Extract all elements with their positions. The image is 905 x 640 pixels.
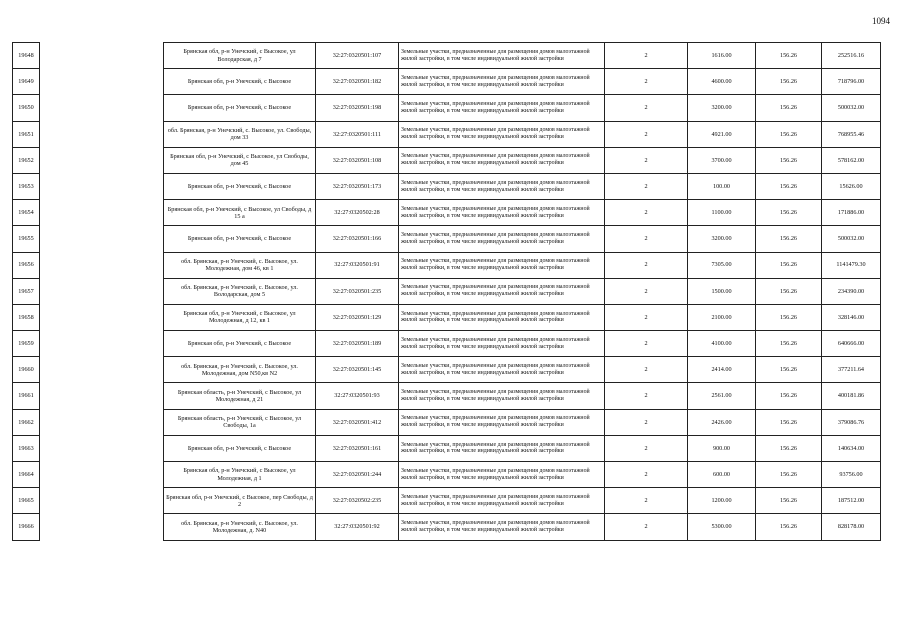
rate-cell: 156.26 [756, 435, 822, 461]
rate-cell: 156.26 [756, 331, 822, 357]
cadastral-number-cell: 32:27:0320501:189 [316, 331, 399, 357]
cadastral-number-cell: 32:27:0320501:92 [316, 514, 399, 540]
address-cell: Брянская обл, р-н Унечский, с Высокое [164, 69, 316, 95]
cadastral-value-cell: 768955.46 [822, 121, 881, 147]
land-use-cell: Земельные участки, предназначенные для размещения домов малоэтажной жилой застройки, в том числе индивидуальной жилой застройки [399, 147, 605, 173]
rate-cell: 156.26 [756, 43, 822, 69]
address-cell: Брянская обл, р-н Унечский, с Высокое [164, 226, 316, 252]
row-number: 19652 [13, 147, 40, 173]
cadastral-number-cell: 32:27:0320501:108 [316, 147, 399, 173]
area-cell: 4921.00 [688, 121, 756, 147]
empty-column [40, 95, 164, 121]
cadastral-value-cell: 328146.00 [822, 304, 881, 330]
land-use-cell: Земельные участки, предназначенные для размещения домов малоэтажной жилой застройки, в том числе индивидуальной жилой застройки [399, 488, 605, 514]
cadastral-number-cell: 32:27:0320502:28 [316, 200, 399, 226]
rate-cell: 156.26 [756, 69, 822, 95]
cadastral-number-cell: 32:27:0320501:129 [316, 304, 399, 330]
cadastral-number-cell: 32:27:0320501:145 [316, 357, 399, 383]
table-row [13, 200, 881, 226]
row-number: 19650 [13, 95, 40, 121]
rate-cell: 156.26 [756, 514, 822, 540]
land-use-cell: Земельные участки, предназначенные для размещения домов малоэтажной жилой застройки, в том числе индивидуальной жилой застройки [399, 331, 605, 357]
table-body [13, 43, 881, 541]
group-cell: 2 [605, 278, 688, 304]
land-use-cell: Земельные участки, предназначенные для размещения домов малоэтажной жилой застройки, в том числе индивидуальной жилой застройки [399, 462, 605, 488]
area-cell: 4600.00 [688, 69, 756, 95]
rate-cell: 156.26 [756, 95, 822, 121]
land-use-cell: Земельные участки, предназначенные для размещения домов малоэтажной жилой застройки, в том числе индивидуальной жилой застройки [399, 121, 605, 147]
area-cell: 5300.00 [688, 514, 756, 540]
cadastral-number-cell: 32:27:0320501:244 [316, 462, 399, 488]
address-cell: обл. Брянская, р-н Унечский, с. Высокое, ул. Молодежная, д. N40 [164, 514, 316, 540]
cadastral-number-cell: 32:27:0320501:161 [316, 435, 399, 461]
empty-column [40, 331, 164, 357]
cadastral-value-cell: 252516.16 [822, 43, 881, 69]
row-number: 19655 [13, 226, 40, 252]
land-use-cell: Земельные участки, предназначенные для размещения домов малоэтажной жилой застройки, в том числе индивидуальной жилой застройки [399, 226, 605, 252]
table-row [13, 488, 881, 514]
row-number: 19658 [13, 304, 40, 330]
land-use-cell: Земельные участки, предназначенные для размещения домов малоэтажной жилой застройки, в том числе индивидуальной жилой застройки [399, 69, 605, 95]
cadastral-value-cell: 93756.00 [822, 462, 881, 488]
rate-cell: 156.26 [756, 383, 822, 409]
area-cell: 2100.00 [688, 304, 756, 330]
table-row [13, 278, 881, 304]
cadastral-value-cell: 187512.00 [822, 488, 881, 514]
address-cell: Брянская обл, р-н Унечский, с Высокое, ул Молодежная, д 12, кв 1 [164, 304, 316, 330]
row-number: 19663 [13, 435, 40, 461]
group-cell: 2 [605, 121, 688, 147]
address-cell: обл. Брянская, р-н Унечский, с. Высокое, ул. Молодежная, дом 46, кв 1 [164, 252, 316, 278]
group-cell: 2 [605, 200, 688, 226]
empty-column [40, 226, 164, 252]
row-number: 19654 [13, 200, 40, 226]
cadastral-number-cell: 32:27:0320501:166 [316, 226, 399, 252]
cadastral-number-cell: 32:27:0320501:182 [316, 69, 399, 95]
table-row [13, 121, 881, 147]
rate-cell: 156.26 [756, 357, 822, 383]
empty-column [40, 147, 164, 173]
area-cell: 3700.00 [688, 147, 756, 173]
table-row [13, 226, 881, 252]
area-cell: 1500.00 [688, 278, 756, 304]
cadastral-value-cell: 718796.00 [822, 69, 881, 95]
table-row [13, 357, 881, 383]
table-row [13, 95, 881, 121]
area-cell: 3200.00 [688, 95, 756, 121]
area-cell: 2414.00 [688, 357, 756, 383]
address-cell: Брянская область, р-н Унечский, с Высокое, ул Молодежная, д 21 [164, 383, 316, 409]
land-use-cell: Земельные участки, предназначенные для размещения домов малоэтажной жилой застройки, в том числе индивидуальной жилой застройки [399, 357, 605, 383]
rate-cell: 156.26 [756, 462, 822, 488]
row-number: 19653 [13, 173, 40, 199]
cadastral-value-cell: 377211.64 [822, 357, 881, 383]
address-cell: Брянская обл, р-н Унечский, с Высокое [164, 95, 316, 121]
address-cell: Брянская обл, р-н Унечский, с Высокое [164, 435, 316, 461]
address-cell: Брянская обл, р-н Унечский, с Высокое, ул Свободы, д 15 а [164, 200, 316, 226]
row-number: 19656 [13, 252, 40, 278]
land-use-cell: Земельные участки, предназначенные для размещения домов малоэтажной жилой застройки, в том числе индивидуальной жилой застройки [399, 383, 605, 409]
empty-column [40, 43, 164, 69]
land-use-cell: Земельные участки, предназначенные для размещения домов малоэтажной жилой застройки, в том числе индивидуальной жилой застройки [399, 514, 605, 540]
rate-cell: 156.26 [756, 488, 822, 514]
group-cell: 2 [605, 409, 688, 435]
empty-column [40, 200, 164, 226]
area-cell: 100.00 [688, 173, 756, 199]
row-number: 19661 [13, 383, 40, 409]
empty-column [40, 357, 164, 383]
area-cell: 3200.00 [688, 226, 756, 252]
group-cell: 2 [605, 357, 688, 383]
empty-column [40, 252, 164, 278]
table-row [13, 462, 881, 488]
table-row [13, 173, 881, 199]
address-cell: обл. Брянская, р-н Унечский, с. Высокое, ул. Свободы, дом 33 [164, 121, 316, 147]
cadastral-value-cell: 379086.76 [822, 409, 881, 435]
empty-column [40, 173, 164, 199]
area-cell: 1100.00 [688, 200, 756, 226]
rate-cell: 156.26 [756, 200, 822, 226]
group-cell: 2 [605, 43, 688, 69]
cadastral-value-cell: 500032.00 [822, 226, 881, 252]
area-cell: 4100.00 [688, 331, 756, 357]
rate-cell: 156.26 [756, 147, 822, 173]
land-use-cell: Земельные участки, предназначенные для размещения домов малоэтажной жилой застройки, в том числе индивидуальной жилой застройки [399, 409, 605, 435]
group-cell: 2 [605, 226, 688, 252]
address-cell: Брянская область, р-н Унечский, с Высокое, ул Свободы, 1а [164, 409, 316, 435]
cadastral-number-cell: 32:27:0320501:91 [316, 252, 399, 278]
area-cell: 1616.00 [688, 43, 756, 69]
rate-cell: 156.26 [756, 226, 822, 252]
table-row [13, 331, 881, 357]
land-use-cell: Земельные участки, предназначенные для размещения домов малоэтажной жилой застройки, в том числе индивидуальной жилой застройки [399, 43, 605, 69]
group-cell: 2 [605, 331, 688, 357]
empty-column [40, 514, 164, 540]
address-cell: Брянская обл, р-н Унечский, с Высокое [164, 173, 316, 199]
empty-column [40, 488, 164, 514]
area-cell: 1200.00 [688, 488, 756, 514]
cadastral-number-cell: 32:27:0320501:107 [316, 43, 399, 69]
group-cell: 2 [605, 304, 688, 330]
table-row [13, 383, 881, 409]
row-number: 19649 [13, 69, 40, 95]
land-use-cell: Земельные участки, предназначенные для размещения домов малоэтажной жилой застройки, в том числе индивидуальной жилой застройки [399, 200, 605, 226]
table-row [13, 147, 881, 173]
cadastral-value-cell: 171886.00 [822, 200, 881, 226]
rate-cell: 156.26 [756, 121, 822, 147]
group-cell: 2 [605, 435, 688, 461]
land-use-cell: Земельные участки, предназначенные для размещения домов малоэтажной жилой застройки, в том числе индивидуальной жилой застройки [399, 435, 605, 461]
row-number: 19662 [13, 409, 40, 435]
table-row [13, 252, 881, 278]
group-cell: 2 [605, 173, 688, 199]
cadastral-value-cell: 828178.00 [822, 514, 881, 540]
cadastral-value-cell: 400181.86 [822, 383, 881, 409]
address-cell: Брянская обл, р-н Унечский, с Высокое, ул Молодежная, д 1 [164, 462, 316, 488]
empty-column [40, 409, 164, 435]
land-use-cell: Земельные участки, предназначенные для размещения домов малоэтажной жилой застройки, в том числе индивидуальной жилой застройки [399, 252, 605, 278]
table-row [13, 69, 881, 95]
table-row [13, 409, 881, 435]
empty-column [40, 69, 164, 95]
land-use-cell: Земельные участки, предназначенные для размещения домов малоэтажной жилой застройки, в том числе индивидуальной жилой застройки [399, 304, 605, 330]
area-cell: 600.00 [688, 462, 756, 488]
empty-column [40, 383, 164, 409]
row-number: 19651 [13, 121, 40, 147]
table-row [13, 435, 881, 461]
rate-cell: 156.26 [756, 304, 822, 330]
cadastral-value-cell: 15626.00 [822, 173, 881, 199]
area-cell: 900.00 [688, 435, 756, 461]
land-use-cell: Земельные участки, предназначенные для размещения домов малоэтажной жилой застройки, в том числе индивидуальной жилой застройки [399, 95, 605, 121]
cadastral-value-cell: 640666.00 [822, 331, 881, 357]
area-cell: 7305.00 [688, 252, 756, 278]
table-row [13, 304, 881, 330]
cadastral-value-cell: 1141479.30 [822, 252, 881, 278]
cadastral-value-table [12, 42, 881, 541]
group-cell: 2 [605, 252, 688, 278]
cadastral-number-cell: 32:27:0320501:412 [316, 409, 399, 435]
cadastral-number-cell: 32:27:0320501:111 [316, 121, 399, 147]
group-cell: 2 [605, 514, 688, 540]
group-cell: 2 [605, 462, 688, 488]
address-cell: обл. Брянская, р-н Унечский, с. Высокое, ул. Володарская, дом 5 [164, 278, 316, 304]
group-cell: 2 [605, 95, 688, 121]
rate-cell: 156.26 [756, 173, 822, 199]
row-number: 19648 [13, 43, 40, 69]
group-cell: 2 [605, 383, 688, 409]
empty-column [40, 435, 164, 461]
empty-column [40, 278, 164, 304]
area-cell: 2426.00 [688, 409, 756, 435]
rate-cell: 156.26 [756, 278, 822, 304]
rate-cell: 156.26 [756, 409, 822, 435]
address-cell: Брянская обл, р-н Унечский, с Высокое [164, 331, 316, 357]
address-cell: Брянская обл, р-н Унечский, с Высокое, пер Свободы, д 2 [164, 488, 316, 514]
table-row [13, 43, 881, 69]
row-number: 19657 [13, 278, 40, 304]
group-cell: 2 [605, 69, 688, 95]
row-number: 19666 [13, 514, 40, 540]
row-number: 19664 [13, 462, 40, 488]
row-number: 19660 [13, 357, 40, 383]
table-row [13, 514, 881, 540]
cadastral-value-cell: 234390.00 [822, 278, 881, 304]
empty-column [40, 304, 164, 330]
address-cell: обл. Брянская, р-н Унечский, с. Высокое, ул. Молодежная, дом N50,кв N2 [164, 357, 316, 383]
cadastral-value-cell: 140634.00 [822, 435, 881, 461]
cadastral-number-cell: 32:27:0320501:93 [316, 383, 399, 409]
area-cell: 2561.00 [688, 383, 756, 409]
address-cell: Брянская обл, р-н Унечский, с Высокое, ул Володарская, д 7 [164, 43, 316, 69]
cadastral-number-cell: 32:27:0320501:235 [316, 278, 399, 304]
cadastral-number-cell: 32:27:0320502:235 [316, 488, 399, 514]
empty-column [40, 121, 164, 147]
row-number: 19665 [13, 488, 40, 514]
cadastral-value-cell: 578162.00 [822, 147, 881, 173]
group-cell: 2 [605, 488, 688, 514]
cadastral-value-cell: 500032.00 [822, 95, 881, 121]
address-cell: Брянская обл, р-н Унечский, с Высокое, ул Свободы, дом 45 [164, 147, 316, 173]
empty-column [40, 462, 164, 488]
rate-cell: 156.26 [756, 252, 822, 278]
cadastral-number-cell: 32:27:0320501:173 [316, 173, 399, 199]
page-number: 1094 [872, 16, 890, 26]
cadastral-number-cell: 32:27:0320501:198 [316, 95, 399, 121]
land-use-cell: Земельные участки, предназначенные для размещения домов малоэтажной жилой застройки, в том числе индивидуальной жилой застройки [399, 278, 605, 304]
land-use-cell: Земельные участки, предназначенные для размещения домов малоэтажной жилой застройки, в том числе индивидуальной жилой застройки [399, 173, 605, 199]
row-number: 19659 [13, 331, 40, 357]
group-cell: 2 [605, 147, 688, 173]
